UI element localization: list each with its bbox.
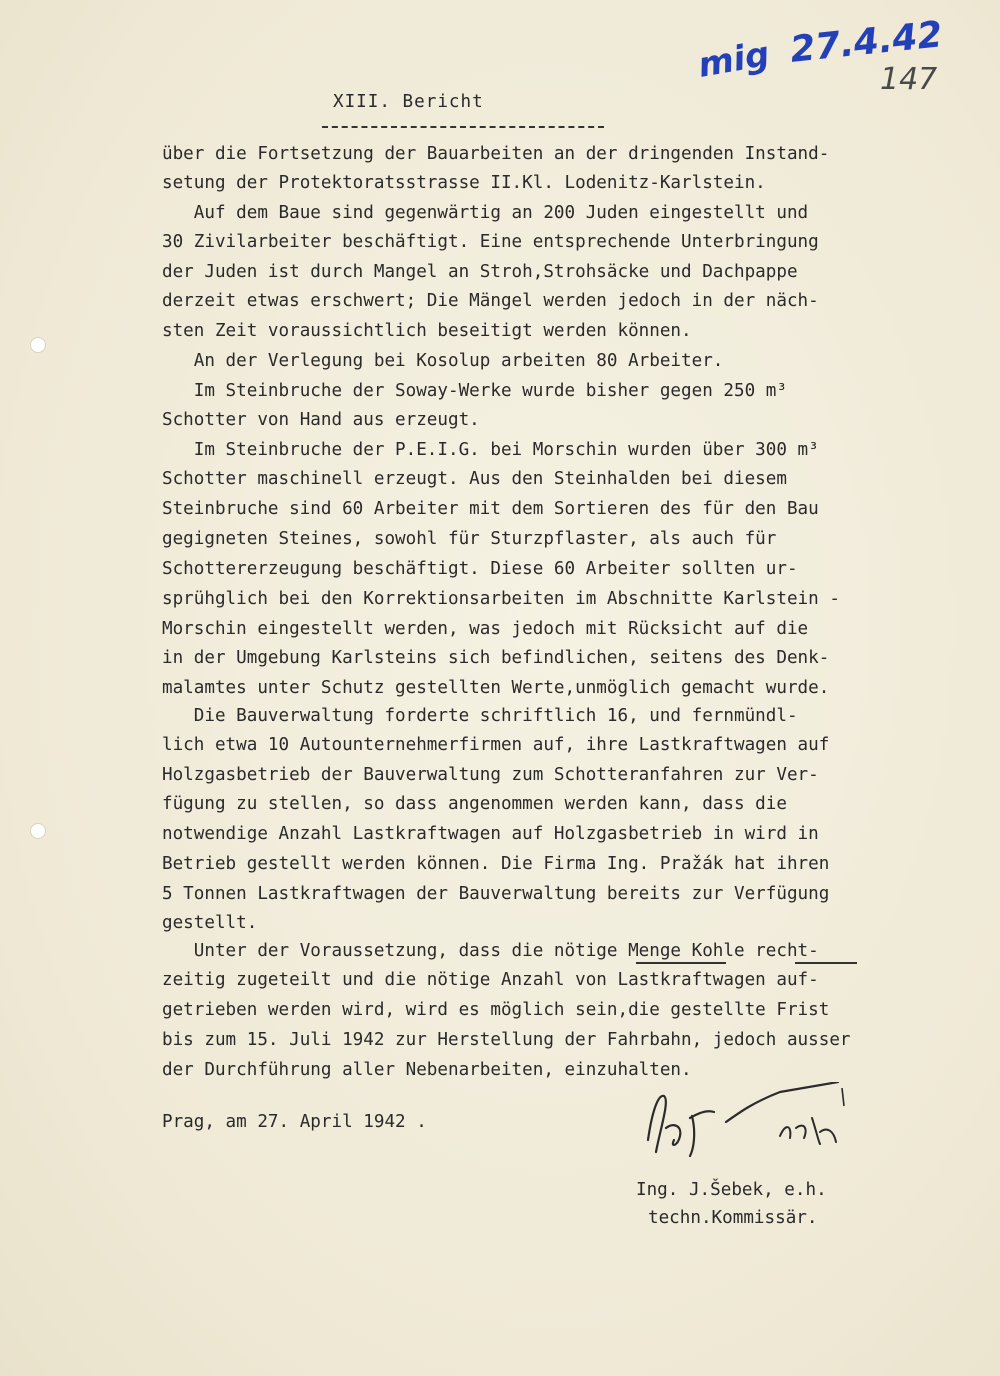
blue-note: mig: [695, 34, 773, 86]
body-line: Steinbruche sind 60 Arbeiter mit dem Sortieren des für den Bau: [162, 499, 819, 519]
body-line: getrieben werden wird, wird es möglich sein,die gestellte Frist: [162, 1000, 830, 1020]
body-line: An der Verlegung bei Kosolup arbeiten 80 Arbeiter.: [162, 351, 724, 371]
body-line: Im Steinbruche der P.E.I.G. bei Morschin wurden über 300 m³: [162, 440, 819, 460]
body-line: 5 Tonnen Lastkraftwagen der Bauverwaltung bereits zur Verfügung: [162, 884, 830, 904]
title-underline: [322, 126, 604, 128]
body-line: fügung zu stellen, so dass angenommen werden kann, dass die: [162, 794, 787, 814]
report-title: XIII. Bericht: [333, 92, 484, 112]
place-date: Prag, am 27. April 1942 .: [162, 1112, 427, 1132]
body-line: Morschin eingestellt werden, was jedoch mit Rücksicht auf die: [162, 619, 809, 639]
body-line: Betrieb gestellt werden können. Die Firma Ing. Pražák hat ihren: [162, 854, 830, 874]
body-line: in der Umgebung Karlsteins sich befindlichen, seitens des Denk-: [162, 648, 830, 668]
signature-role: techn.Kommissär.: [648, 1208, 818, 1228]
body-line: Schotter maschinell erzeugt. Aus den Steinhalden bei diesem: [162, 469, 787, 489]
pen-underline: [636, 962, 726, 964]
body-line: sprühglich bei den Korrektionsarbeiten im Abschnitte Karlstein -: [162, 589, 840, 609]
body-line: Auf dem Baue sind gegenwärtig an 200 Juden eingestellt und: [162, 203, 809, 223]
body-line: Im Steinbruche der Soway-Werke wurde bisher gegen 250 m³: [162, 381, 787, 401]
body-line: 30 Zivilarbeiter beschäftigt. Eine entsprechende Unterbringung: [162, 232, 819, 252]
body-line: gegigneten Steines, sowohl für Sturzpflaster, als auch für: [162, 529, 777, 549]
punch-hole-bottom: [30, 823, 46, 839]
body-line: malamtes unter Schutz gestellten Werte,unmöglich gemacht wurde.: [162, 678, 830, 698]
body-line: sten Zeit voraussichtlich beseitigt werden können.: [162, 321, 692, 341]
body-line: Unter der Voraussetzung, dass die nötige Menge Kohle recht-: [162, 941, 819, 961]
body-line: Schottererzeugung beschäftigt. Diese 60 Arbeiter sollten ur-: [162, 559, 798, 579]
body-line: Holzgasbetrieb der Bauverwaltung zum Schotteranfahren zur Ver-: [162, 765, 819, 785]
body-line: gestellt.: [162, 913, 258, 933]
body-line: lich etwa 10 Autounternehmerfirmen auf, ihre Lastkraftwagen auf: [162, 735, 830, 755]
punch-hole-top: [30, 337, 46, 353]
pencil-page-number: 147: [880, 62, 938, 97]
body-line: Die Bauverwaltung forderte schriftlich 16, und fernmündl-: [162, 706, 798, 726]
body-line: bis zum 15. Juli 1942 zur Herstellung der Fahrbahn, jedoch ausser: [162, 1030, 851, 1050]
body-line: notwendige Anzahl Lastkraftwagen auf Holzgasbetrieb in wird in: [162, 824, 819, 844]
body-line: derzeit etwas erschwert; Die Mängel werden jedoch in der näch-: [162, 291, 819, 311]
signature-scribble: [630, 1082, 860, 1162]
signature-name: Ing. J.Šebek, e.h.: [636, 1180, 827, 1200]
body-line: setung der Protektoratsstrasse II.Kl. Lodenitz-Karlstein.: [162, 173, 766, 193]
body-line: der Juden ist durch Mangel an Stroh,Strohsäcke und Dachpappe: [162, 262, 798, 282]
body-line: zeitig zugeteilt und die nötige Anzahl von Lastkraftwagen auf-: [162, 970, 819, 990]
pen-underline: [795, 962, 857, 964]
body-line: über die Fortsetzung der Bauarbeiten an der dringenden Instand-: [162, 144, 830, 164]
body-line: der Durchführung aller Nebenarbeiten, einzuhalten.: [162, 1060, 692, 1080]
blue-date: 27.4.42: [788, 14, 945, 71]
body-line: Schotter von Hand aus erzeugt.: [162, 410, 480, 430]
